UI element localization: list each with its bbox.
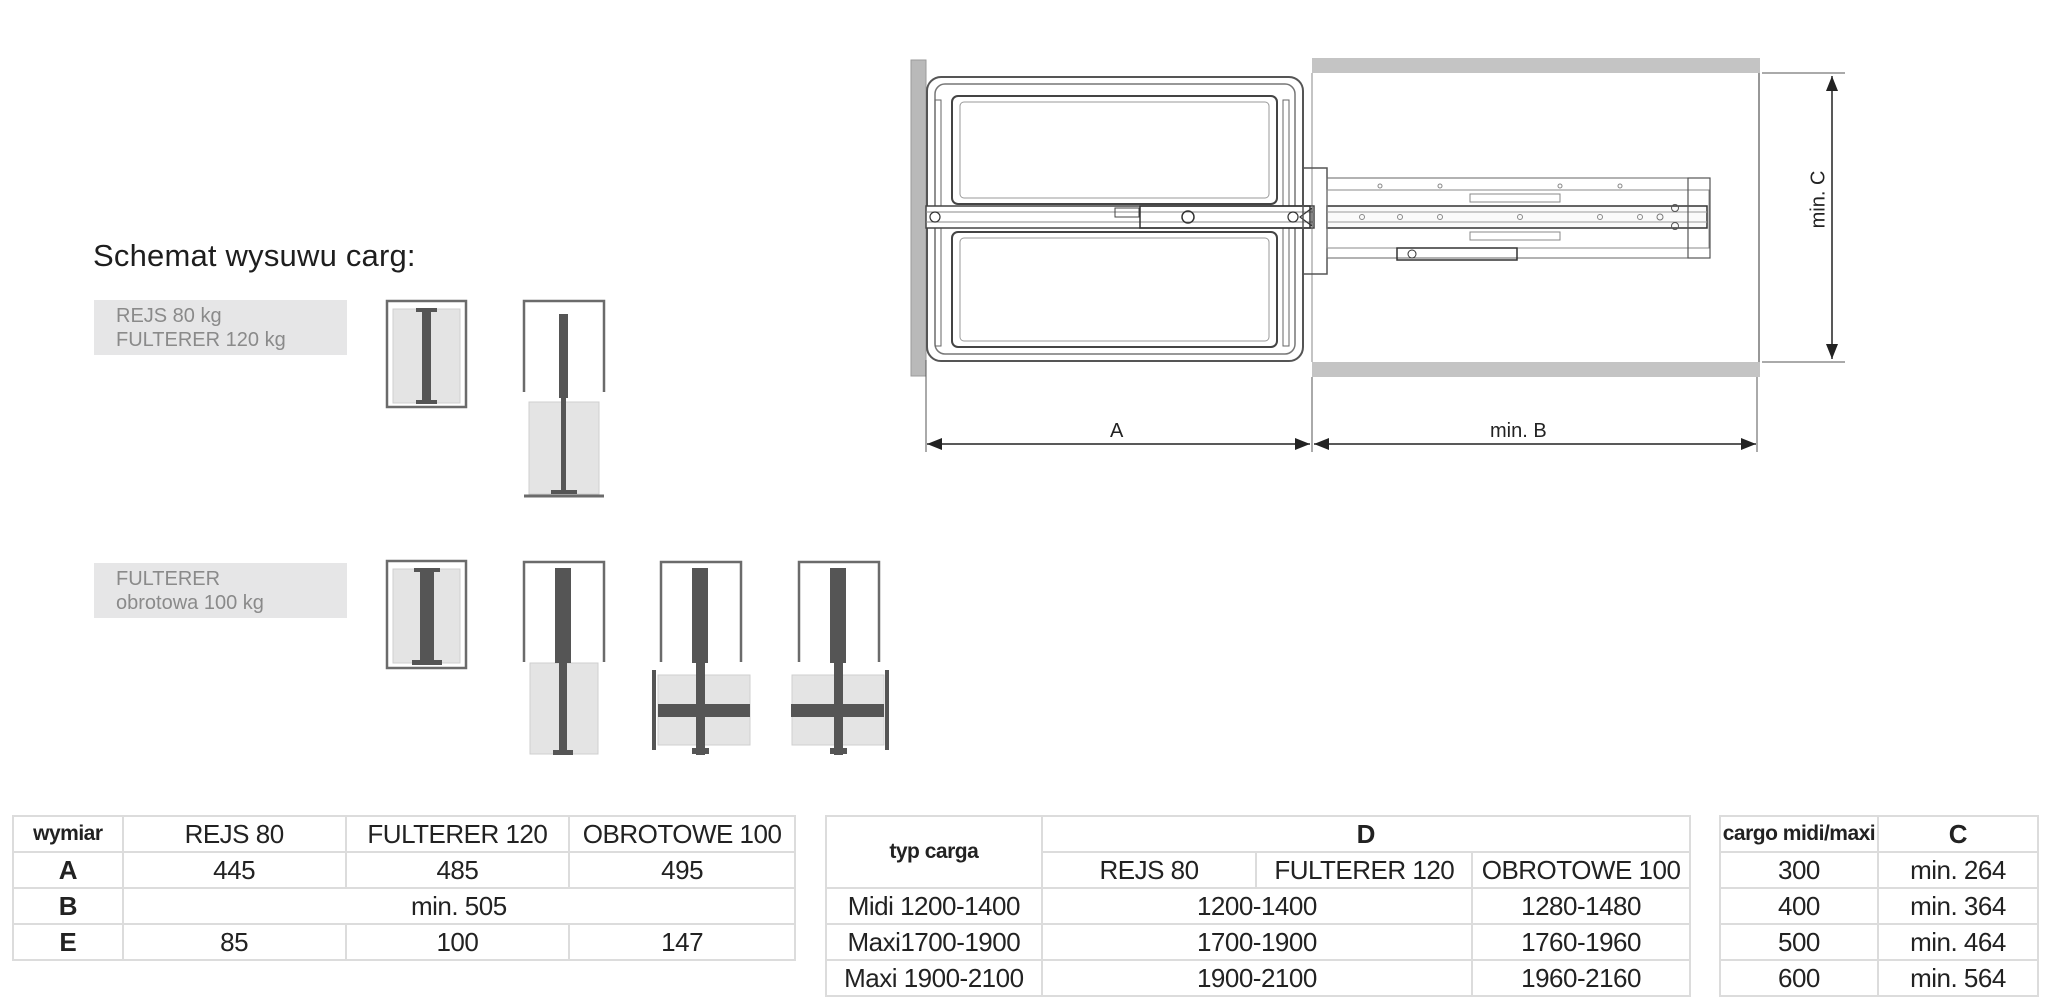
table-cell: 1960-2160 — [1472, 960, 1690, 996]
table-cell: 400 — [1720, 888, 1878, 924]
table-row — [13, 924, 795, 960]
table-cell: 500 — [1720, 924, 1878, 960]
table-cell: 147 — [569, 924, 795, 960]
table-cell: 445 — [123, 852, 346, 888]
dimensions-table — [12, 815, 796, 961]
label-line-1: REJS 80 kg — [116, 305, 222, 327]
table-row — [1720, 852, 2038, 888]
table-row — [826, 924, 1690, 960]
table-cell: min. 264 — [1878, 852, 2038, 888]
dimension-label-b: min. B — [1490, 420, 1547, 442]
dimension-label-c: min. C — [1807, 170, 1830, 229]
header-cell: typ carga — [826, 816, 1042, 888]
row-label: A — [13, 852, 123, 888]
table-row — [826, 960, 1690, 996]
row-label: E — [13, 924, 123, 960]
label-line-2: FULTERER 120 kg — [116, 329, 286, 351]
table-cell: 85 — [123, 924, 346, 960]
header-cell: OBROTOWE 100 — [569, 816, 795, 852]
table-cell: min. 364 — [1878, 888, 2038, 924]
table-row — [1720, 924, 2038, 960]
row-label: B — [13, 888, 123, 924]
header-cell: REJS 80 — [123, 816, 346, 852]
dimension-label-a: A — [1110, 420, 1124, 442]
table-cell: 300 — [1720, 852, 1878, 888]
header-cell: FULTERER 120 — [346, 816, 570, 852]
header-cell: REJS 80 — [1042, 852, 1257, 888]
header-cell: FULTERER 120 — [1256, 852, 1472, 888]
table-cell: 100 — [346, 924, 570, 960]
row-label: Maxi 1900-2100 — [826, 960, 1042, 996]
table-row — [826, 888, 1690, 924]
drawer-runner — [1303, 168, 1710, 274]
table-cell: 1200-1400 — [1042, 888, 1473, 924]
header-cell: C — [1878, 816, 2038, 852]
header-cell: wymiar — [13, 816, 123, 852]
table-cell: min. 464 — [1878, 924, 2038, 960]
header-cell: cargo midi/maxi — [1720, 816, 1878, 852]
table-cell: min. 505 — [123, 888, 795, 924]
upper-basket — [952, 96, 1277, 204]
header-cell: OBROTOWE 100 — [1472, 852, 1690, 888]
table-row — [1720, 960, 2038, 996]
schemat-title: Schemat wysuwu carg: — [93, 238, 416, 273]
pullout-schematic-row-2 — [387, 561, 889, 755]
table-header-row — [826, 816, 1690, 852]
table-cell: 1280-1480 — [1472, 888, 1690, 924]
lower-basket — [952, 232, 1277, 347]
top-view-drawing — [911, 58, 1845, 452]
table-cell: 600 — [1720, 960, 1878, 996]
table-cell: 1700-1900 — [1042, 924, 1473, 960]
table-cell: 495 — [569, 852, 795, 888]
carga-type-table — [825, 815, 1691, 997]
cabinet-side-panel — [911, 60, 926, 376]
label-line-2: obrotowa 100 kg — [116, 592, 264, 614]
table-header-row — [13, 816, 795, 852]
row-label: Maxi1700-1900 — [826, 924, 1042, 960]
pullout-schematic-row-1 — [387, 301, 604, 496]
table-row — [1720, 888, 2038, 924]
table-row — [13, 888, 795, 924]
table-cell: 1760-1960 — [1472, 924, 1690, 960]
table-row — [13, 852, 795, 888]
table-cell: 1900-2100 — [1042, 960, 1473, 996]
cabinet-top-wall — [1312, 58, 1760, 73]
label-line-1: FULTERER — [116, 568, 221, 590]
cabinet-bottom-wall — [1312, 362, 1760, 377]
table-cell: 485 — [346, 852, 570, 888]
label-box-fulterer-obrotowa — [94, 563, 347, 618]
cargo-c-table — [1719, 815, 2039, 997]
label-box-rejs-fulterer — [94, 300, 347, 355]
header-cell: D — [1042, 816, 1690, 852]
table-cell: min. 564 — [1878, 960, 2038, 996]
row-label: Midi 1200-1400 — [826, 888, 1042, 924]
table-header-row — [1720, 816, 2038, 852]
